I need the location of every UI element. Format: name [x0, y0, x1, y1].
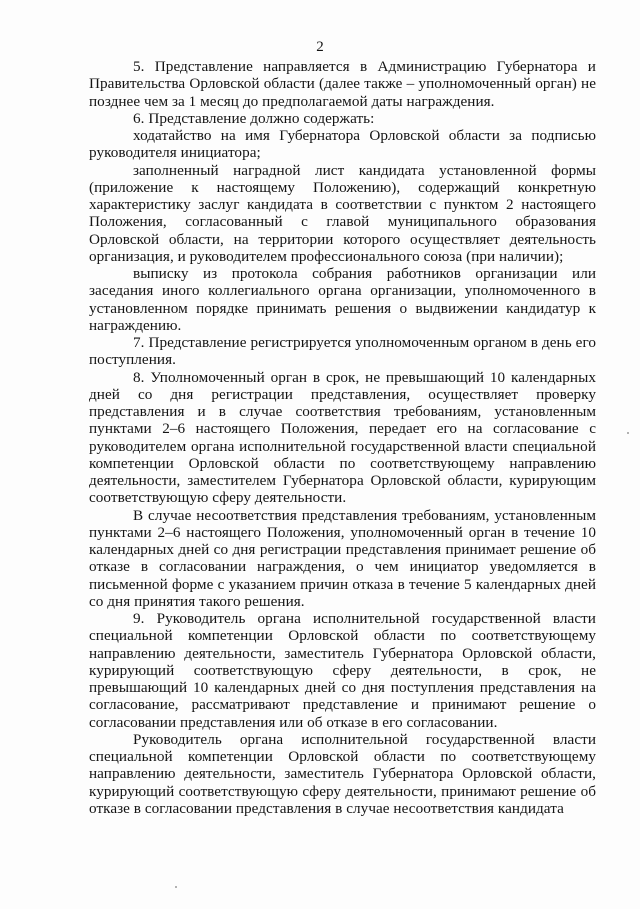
paragraph-5-submission-deadline: 5. Представление направляется в Администрацию Губернатора и Правительства Орловской области (далее также – уполномоченный орган) не позднее чем за 1 месяц до предполагаемой даты награждения.	[89, 58, 596, 110]
paragraph-9-approval: 9. Руководитель органа исполнительной государственной власти специальной компетенции Орловской области по соответствующему направлению деятельности, заместитель Губернатора Орловской области, курирующий соответствующую сферу деятельности, в срок, не превышающий 10 календарных дней со дня поступления представления на согласование, рассматривают представление и принимают решение о согласовании представления или об отказе в его согласовании.	[89, 610, 596, 731]
paragraph-8-review: 8. Уполномоченный орган в срок, не превышающий 10 календарных дней со дня регистрации представления, осуществляет проверку представления и в случае соответствия требованиям, установленным пунктами 2–6 настоящего Положения, передает его на согласование с руководителем органа исполнительной государственной власти специальной компетенции Орловской области по соответствующему направлению деятельности, заместителем Губернатора Орловской области, курирующим соответствующую сферу деятельности.	[89, 368, 596, 507]
scan-speck	[627, 432, 629, 434]
paragraph-6-petition: ходатайство на имя Губернатора Орловской области за подписью руководителя инициатора;	[89, 127, 596, 162]
paragraph-8-refusal: В случае несоответствия представления требованиям, установленным пунктами 2–6 настоящего Положения, уполномоченный орган в течение 10 календарных дней со дня регистрации представления принимает решение об отказе в согласовании награждения, о чем инициатор уведомляется в письменной форме с указанием причин отказа в течение 5 календарных дней со дня принятия такого решения.	[89, 506, 596, 610]
document-body	[89, 58, 596, 817]
paragraph-9-refusal-grounds: Руководитель органа исполнительной государственной власти специальной компетенции Орловской области по соответствующему направлению деятельности, заместитель Губернатора Орловской области, курирующий соответствующую сферу деятельности, принимают решение об отказе в согласовании представления в случае несоответствия кандидата	[89, 730, 596, 817]
paragraph-6-contents-heading: 6. Представление должно содержать:	[133, 109, 375, 127]
scan-speck	[175, 886, 177, 888]
paragraph-6-award-sheet: заполненный наградной лист кандидата установленной формы (приложение к настоящему Положению), содержащий конкретную характеристику заслуг кандидата в соответствии с пунктом 2 настоящего Положения, согласованный с главой муниципального образования Орловской области, на территории которого осуществляет деятельность организация, и руководителем профессионального союза (при наличии);	[89, 161, 596, 265]
paragraph-6-protocol-extract: выписку из протокола собрания работников организации или заседания иного коллегиального органа организации, уполномоченного в установленном порядке принимать решения о выдвижении кандидатур к награждению.	[89, 265, 596, 334]
page-number: 2	[316, 39, 324, 55]
paragraph-7-registration: 7. Представление регистрируется уполномоченным органом в день его поступления.	[89, 334, 596, 369]
